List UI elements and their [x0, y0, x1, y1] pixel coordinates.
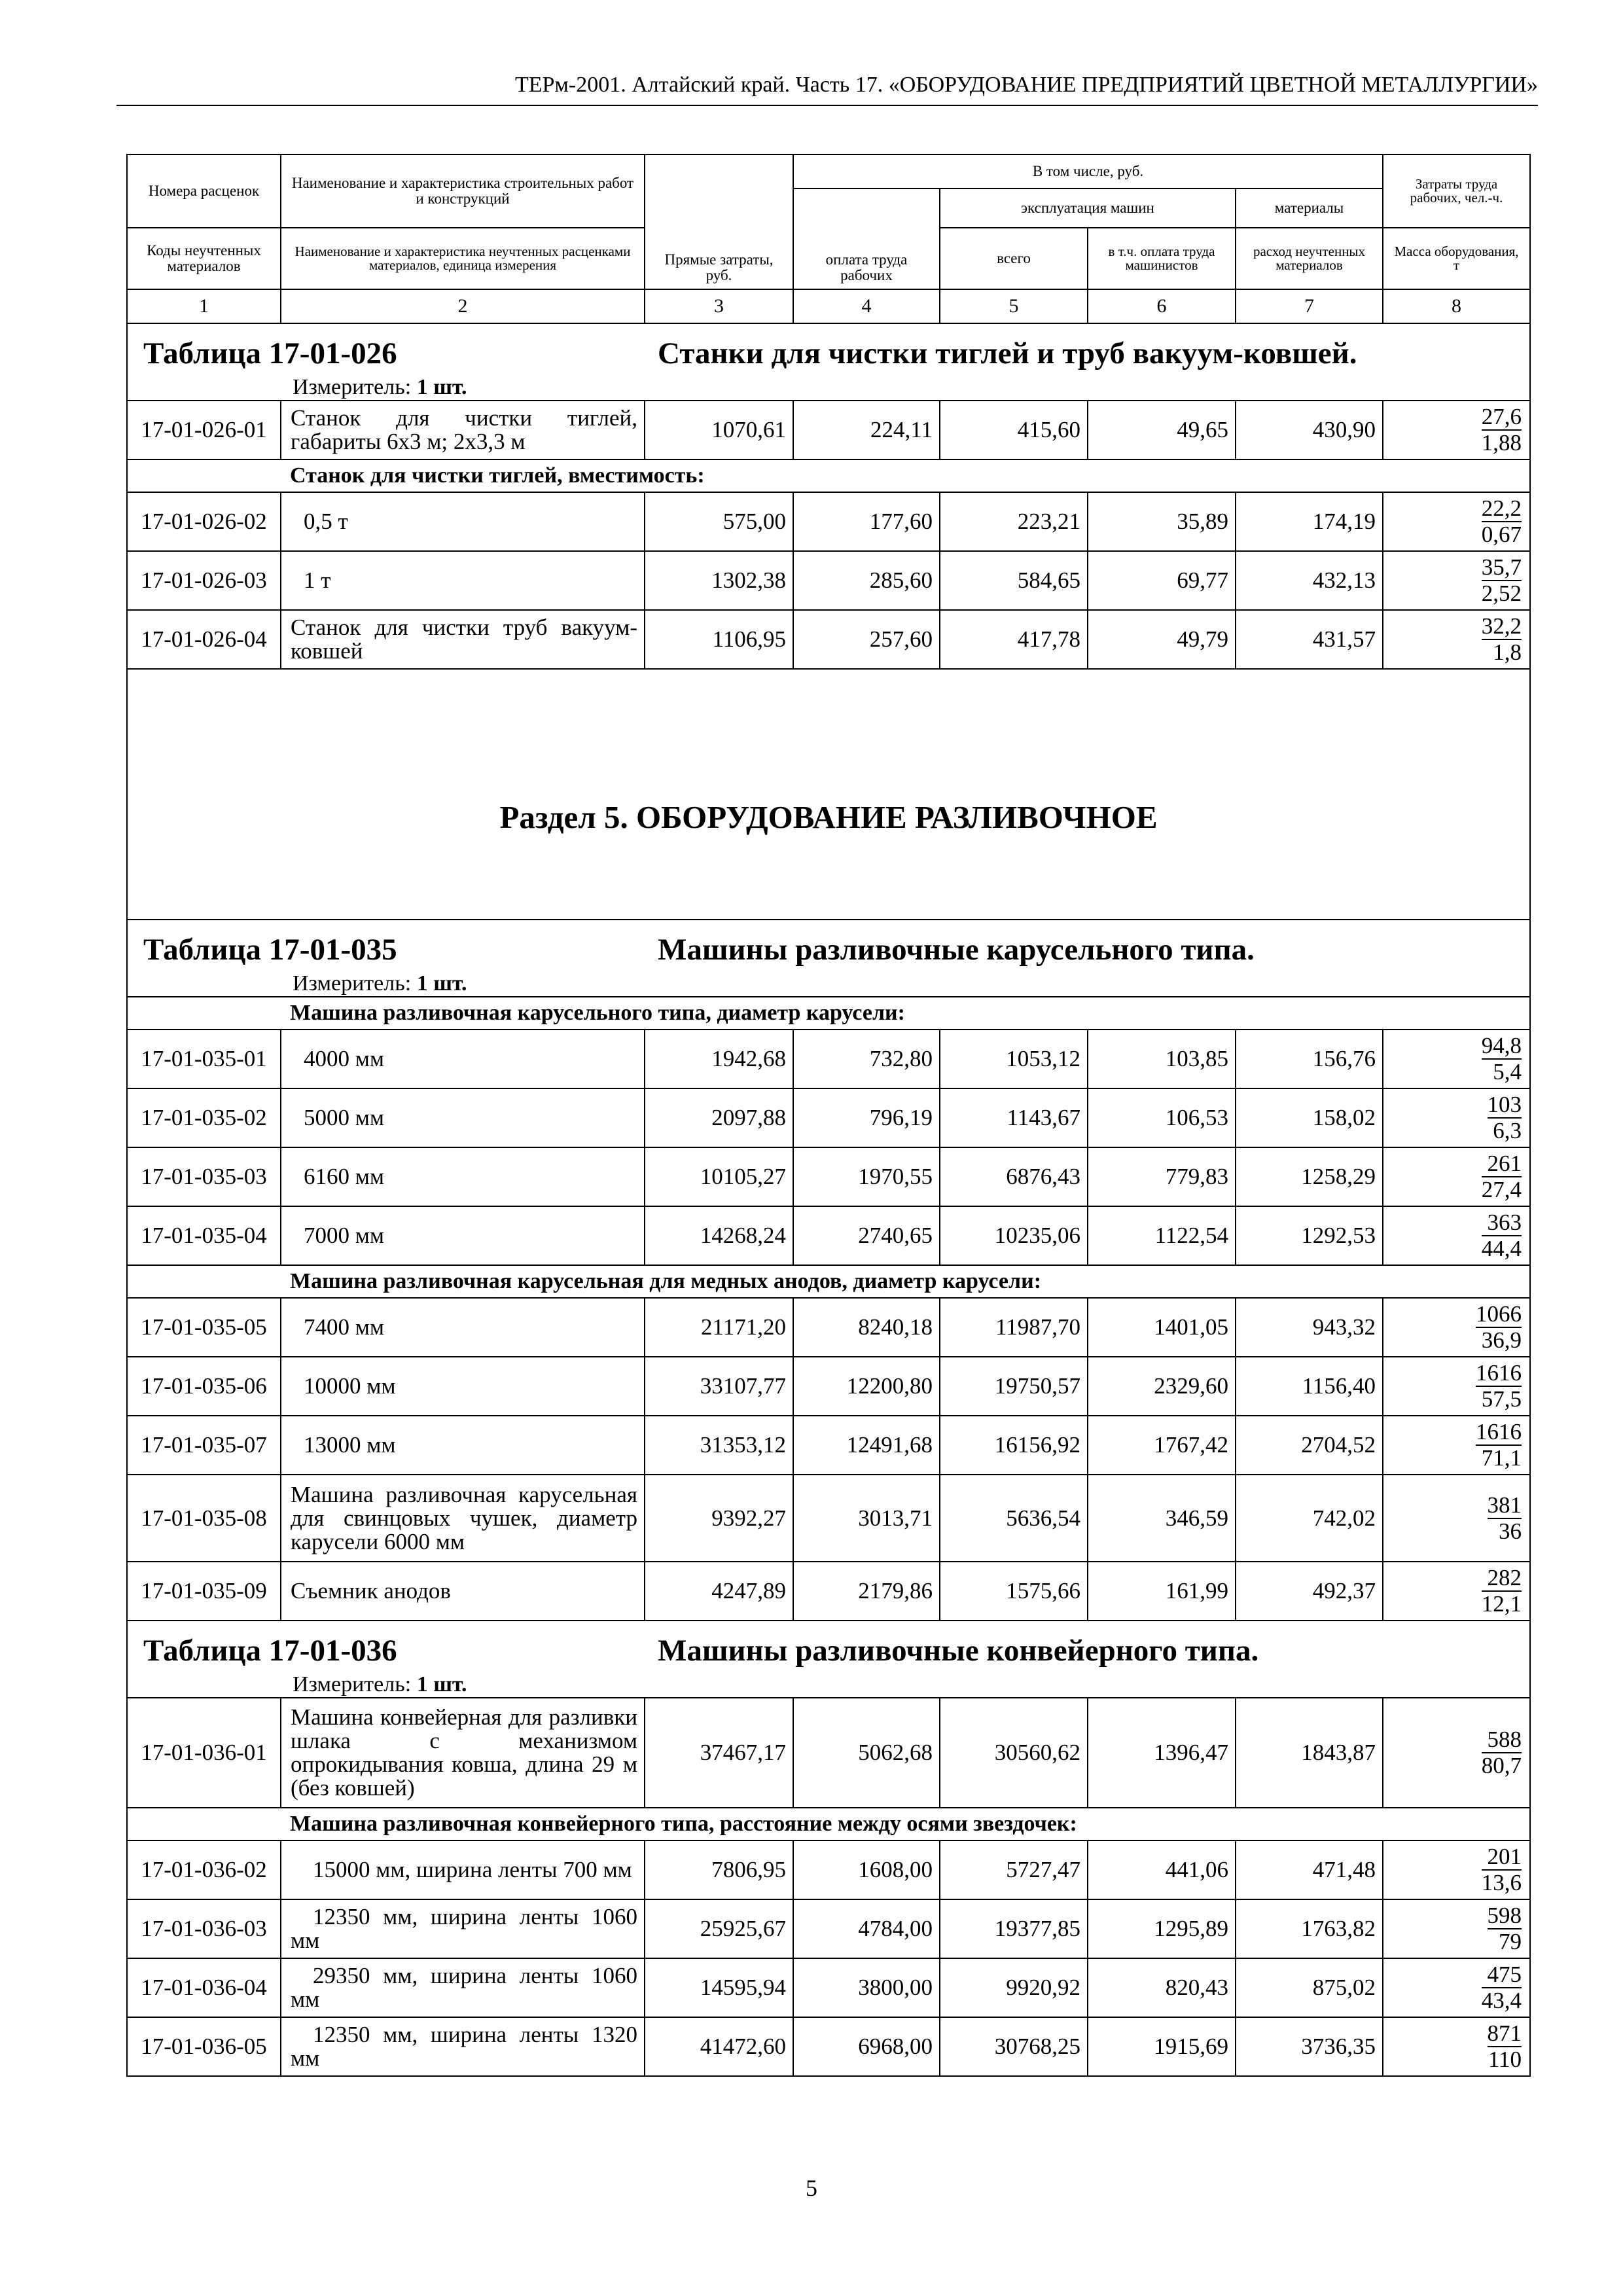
table-number: Таблица 17-01-026 [143, 336, 397, 370]
col-number: 2 [281, 289, 645, 323]
labor-mass-fraction: $\frac{94,8}{5,4}$ [1481, 1033, 1522, 1085]
col-number: 6 [1088, 289, 1236, 323]
labor-mass-fraction: $\frac{1616}{57,5}$ [1476, 1360, 1522, 1412]
col-machinists-header: в т.ч. оплата труда машинистов [1088, 228, 1236, 289]
col-name-header: Наименование и характеристика строительных работ и конструкций [281, 154, 645, 228]
table-row: 17-01-036-02 15000 мм, ширина ленты 700 мм 7806,95 1608,00 5727,47 441,06 471,48 $\frac{201}{13,6}$ [127, 1840, 1530, 1899]
labor-mass-fraction: $\frac{103}{6,3}$ [1487, 1092, 1522, 1143]
subheader-row: Станок для чистки тиглей, вместимость: [127, 459, 1530, 492]
table-row: 17-01-035-02 5000 мм 2097,88 796,19 1143,67 106,53 158,02 $\frac{103}{6,3}$ [127, 1088, 1530, 1147]
table-title: Станки для чистки тиглей и труб вакуум-ковшей. [658, 336, 1357, 370]
table-title-row [127, 920, 1530, 997]
col-number: 1 [127, 289, 281, 323]
subheader-row: Машина разливочная карусельная для медных анодов, диаметр карусели: [127, 1265, 1530, 1298]
table-row: 17-01-035-04 7000 мм 14268,24 2740,65 10235,06 1122,54 1292,53 $\frac{363}{44,4}$ [127, 1206, 1530, 1265]
col-labor-header: оплата труда рабочих [793, 188, 940, 289]
table-row: 17-01-035-09 Съемник анодов 4247,89 2179,86 1575,66 161,99 492,37 $\frac{282}{12,1}$ [127, 1562, 1530, 1621]
table-row: 17-01-035-03 6160 мм 10105,27 1970,55 6876,43 779,83 1258,29 $\frac{261}{27,4}$ [127, 1147, 1530, 1206]
table-title-row [127, 323, 1530, 401]
page-header: ТЕРм-2001. Алтайский край. Часть 17. «ОБОРУДОВАНИЕ ПРЕДПРИЯТИЙ ЦВЕТНОЙ МЕТАЛЛУРГИИ» [514, 73, 1538, 97]
col-number: 5 [940, 289, 1088, 323]
table-title-row [127, 1621, 1530, 1698]
col-direct-header: Прямые затраты, руб. [645, 154, 793, 289]
labor-mass-fraction: $\frac{32,2}{1,8}$ [1481, 613, 1522, 665]
table-row: 17-01-036-05 12350 мм, ширина ленты 1320 мм 41472,60 6968,00 30768,25 1915,69 3736,35 $\frac{871}{110}$ [127, 2017, 1530, 2076]
table-row: 17-01-036-03 12350 мм, ширина ленты 1060 мм 25925,67 4784,00 19377,85 1295,89 1763,82 $\frac{598}{79}$ [127, 1899, 1530, 1958]
col-material-name-header: Наименование и характеристика неучтенных расценками материалов, единица измерения [281, 228, 645, 289]
table-title: Машины разливочные карусельного типа. [658, 933, 1255, 967]
price-table [126, 154, 1531, 2077]
table-measure: Измеритель: 1 шт. [293, 1672, 467, 1696]
page-number: 5 [806, 2175, 817, 2201]
labor-mass-fraction: $\frac{381}{36}$ [1487, 1492, 1522, 1544]
labor-mass-fraction: $\frac{871}{110}$ [1487, 2020, 1522, 2072]
col-machines-total-header: всего [940, 228, 1088, 289]
col-number: 7 [1236, 289, 1383, 323]
col-including-header: В том числе, руб. [793, 154, 1383, 188]
col-material-codes-header: Коды неучтенных материалов [127, 228, 281, 289]
col-labor-hours-header: Затраты труда рабочих, чел.-ч. [1383, 154, 1530, 228]
table-row: 17-01-026-02 0,5 т 575,00 177,60 223,21 35,89 174,19 $\frac{22,2}{0,67}$ [127, 492, 1530, 551]
subheader-row: Машина разливочная карусельного типа, диаметр карусели: [127, 997, 1530, 1030]
labor-mass-fraction: $\frac{282}{12,1}$ [1481, 1565, 1522, 1617]
table-measure: Измеритель: 1 шт. [293, 971, 467, 996]
labor-mass-fraction: $\frac{22,2}{0,67}$ [1481, 495, 1522, 547]
labor-mass-fraction: $\frac{363}{44,4}$ [1481, 1210, 1522, 1261]
table-number: Таблица 17-01-036 [143, 1634, 397, 1668]
table-row: 17-01-036-01 Машина конвейерная для разливки шлака с механизмом опрокидывания ковша, длина 29 м (без ковшей) 37467,17 5062,68 30560,62 1396,47 1843,87 $\frac{588}{80,7}$ [127, 1698, 1530, 1808]
labor-mass-fraction: $\frac{27,6}{1,88}$ [1481, 404, 1522, 456]
labor-mass-fraction: $\frac{35,7}{2,52}$ [1481, 554, 1522, 606]
subheader-row: Машина разливочная конвейерного типа, расстояние между осями звездочек: [127, 1808, 1530, 1840]
table-row: 17-01-035-08 Машина разливочная карусельная для свинцовых чушек, диаметр карусели 6000 мм 9392,27 3013,71 5636,54 346,59 742,02 $\frac{381}{36}$ [127, 1475, 1530, 1562]
col-number: 3 [645, 289, 793, 323]
table-title: Машины разливочные конвейерного типа. [658, 1634, 1259, 1668]
labor-mass-fraction: $\frac{475}{43,4}$ [1481, 1962, 1522, 2013]
labor-mass-fraction: $\frac{201}{13,6}$ [1481, 1844, 1522, 1895]
table-measure: Измеритель: 1 шт. [293, 375, 467, 399]
col-number: 8 [1383, 289, 1530, 323]
table-number: Таблица 17-01-035 [143, 933, 397, 967]
col-number: 4 [793, 289, 940, 323]
col-machines-header: эксплуатация машин [940, 188, 1236, 228]
labor-mass-fraction: $\frac{598}{79}$ [1487, 1903, 1522, 1954]
header-rule [116, 105, 1538, 106]
col-codes-header: Номера расценок [127, 154, 281, 228]
labor-mass-fraction: $\frac{588}{80,7}$ [1481, 1727, 1522, 1778]
table-row: 17-01-035-05 7400 мм 21171,20 8240,18 11987,70 1401,05 943,32 $\frac{1066}{36,9}$ [127, 1298, 1530, 1357]
labor-mass-fraction: $\frac{1066}{36,9}$ [1476, 1301, 1522, 1353]
section-title: Раздел 5. ОБОРУДОВАНИЕ РАЗЛИВОЧНОЕ [127, 669, 1530, 920]
labor-mass-fraction: $\frac{261}{27,4}$ [1481, 1151, 1522, 1202]
col-materials-header: материалы [1236, 188, 1383, 228]
table-row: 17-01-026-04 Станок для чистки труб вакуум-ковшей 1106,95 257,60 417,78 49,79 431,57 $\frac{32,2}{1,8}$ [127, 610, 1530, 669]
labor-mass-fraction: $\frac{1616}{71,1}$ [1476, 1419, 1522, 1471]
table-row: 17-01-026-01 Станок для чистки тиглей, габариты 6х3 м; 2х3,3 м 1070,61 224,11 415,60 49,65 430,90 $\frac{27,6}{1,88}$ [127, 401, 1530, 459]
table-row: 17-01-035-06 10000 мм 33107,77 12200,80 19750,57 2329,60 1156,40 $\frac{1616}{57,5}$ [127, 1357, 1530, 1416]
table-row: 17-01-026-03 1 т 1302,38 285,60 584,65 69,77 432,13 $\frac{35,7}{2,52}$ [127, 551, 1530, 610]
col-equipment-mass-header: Масса оборудования, т [1383, 228, 1530, 289]
table-row: 17-01-035-07 13000 мм 31353,12 12491,68 16156,92 1767,42 2704,52 $\frac{1616}{71,1}$ [127, 1416, 1530, 1475]
table-row: 17-01-035-01 4000 мм 1942,68 732,80 1053,12 103,85 156,76 $\frac{94,8}{5,4}$ [127, 1030, 1530, 1088]
table-row: 17-01-036-04 29350 мм, ширина ленты 1060 мм 14595,94 3800,00 9920,92 820,43 875,02 $\frac{475}{43,4}$ [127, 1958, 1530, 2017]
col-material-use-header: расход неучтенных материалов [1236, 228, 1383, 289]
